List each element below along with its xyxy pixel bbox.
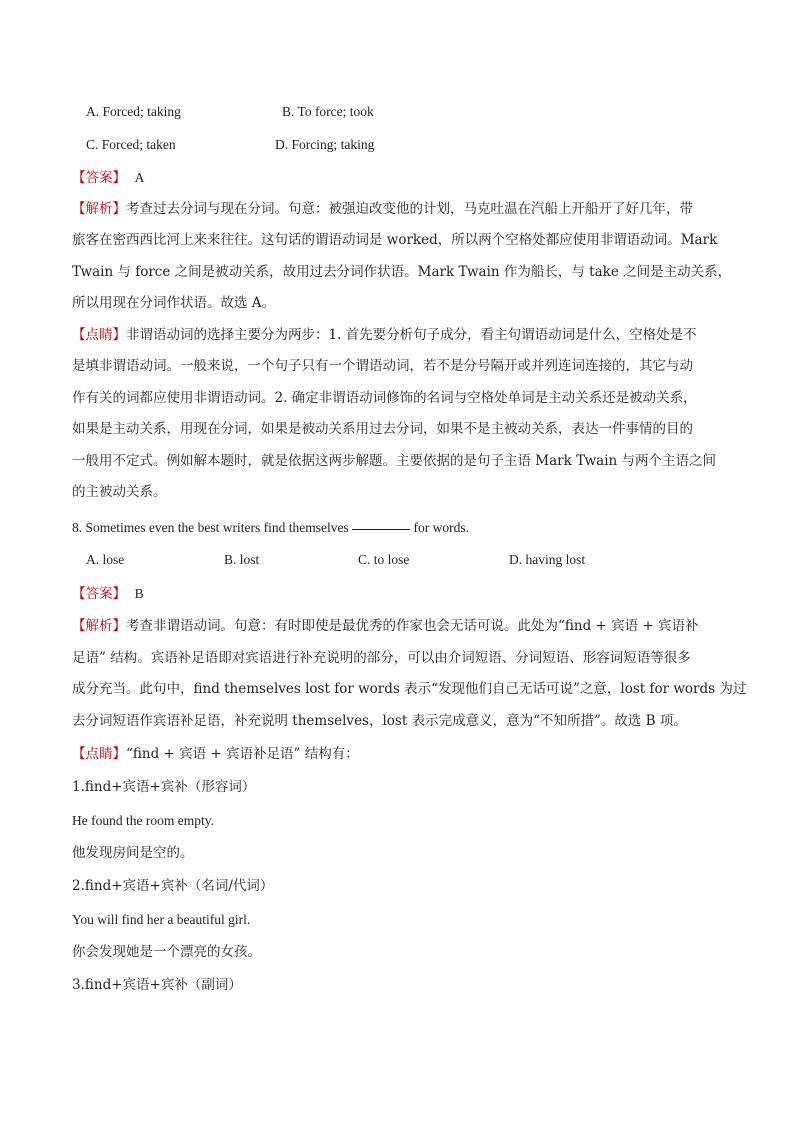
- q7-option-b: B. To force; took: [282, 104, 374, 119]
- structure-1-example-en: He found the room empty.: [72, 813, 214, 828]
- q7-option-c: C. Forced; taken: [86, 137, 176, 152]
- q8-tip-line: 【点睛】“find + 宾语 + 宾语补足语” 结构有：: [72, 746, 359, 762]
- q7-tip-line-4: 如果是主动关系，用现在分词，如果是被动关系用过去分词，如果不是主被动关系，表达一件事情的目的: [72, 421, 693, 437]
- structure-1-example-zh: 他发现房间是空的。: [72, 845, 194, 861]
- structure-2-example-zh: 你会发现她是一个漂亮的女孩。: [72, 944, 261, 960]
- q8-option-a: A. lose: [86, 552, 125, 567]
- q7-analysis-line-2: 旅客在密西西比河上来来往往。这句话的谓语动词是 worked，所以两个空格处都应使用非谓语动词。Mark: [72, 232, 718, 248]
- structure-3-heading: 3.find+宾语+宾补（副词）: [72, 977, 242, 993]
- answer-blank: [352, 528, 410, 530]
- analysis-tag: 【解析】: [72, 201, 126, 217]
- q7-analysis-line-1: 【解析】考查过去分词与现在分词。句意：被强迫改变他的计划，马克吐温在汽船上开船开了好几年，带: [72, 201, 693, 217]
- answer-tag: 【答案】: [72, 586, 126, 602]
- q8-analysis-line-3: 成分充当。此句中，find themselves lost for words 表示“发现他们自己无话可说”之意，lost for words 为过: [72, 681, 747, 697]
- q8-option-b: B. lost: [224, 552, 260, 567]
- answer-value: B: [134, 586, 144, 601]
- structure-1-heading: 1.find+宾语+宾补（形容词）: [72, 779, 256, 795]
- q8-answer: [72, 578, 724, 610]
- q7-tip-line-6: 的主被动关系。: [72, 484, 167, 500]
- answer-value: A: [134, 170, 145, 185]
- tip-tag: 【点睛】: [72, 746, 126, 762]
- q8-option-c: C. to lose: [358, 552, 410, 567]
- q8-analysis-line-2: 足语” 结构。宾语补足语即对宾语进行补充说明的部分，可以由介词短语、分词短语、形容词短语等很多: [72, 650, 691, 666]
- q8-stem: 8. Sometimes even the best writers find themselves for words.: [72, 520, 469, 535]
- q7-option-a: A. Forced; taking: [86, 104, 181, 119]
- q7-tip-line-5: 一般用不定式。例如解本题时，就是依据这两步解题。主要依据的是句子主语 Mark Twain 与两个主语之间: [72, 453, 717, 469]
- q7-tip-line-1: 【点睛】非谓语动词的选择主要分为两步：1. 首先要分析句子成分，看主句谓语动词是什么，空格处是不: [72, 327, 697, 343]
- structure-2-heading: 2.find+宾语+宾补（名词/代词）: [72, 878, 274, 894]
- q8-option-d: D. having lost: [509, 552, 586, 567]
- q7-analysis-line-3: Twain 与 force 之间是被动关系，故用过去分词作状语。Mark Twain 作为船长，与 take 之间是主动关系，: [72, 264, 732, 280]
- q7-option-d: D. Forcing; taking: [275, 137, 375, 152]
- q7-analysis-line-4: 所以用现在分词作状语。故选 A。: [72, 295, 276, 311]
- structure-2-example-en: You will find her a beautiful girl.: [72, 912, 251, 927]
- q8-analysis-line-4: 去分词短语作宾语补足语，补充说明 themselves，lost 表示完成意义，意为“不知所措”。故选 B 项。: [72, 713, 687, 729]
- q7-tip-line-2: 是填非谓语动词。一般来说，一个句子只有一个谓语动词，若不是分号隔开或并列连词连接的，其它与动: [72, 358, 693, 374]
- analysis-tag: 【解析】: [72, 618, 126, 634]
- q7-answer: [72, 162, 724, 194]
- q8-analysis-line-1: 【解析】考查非谓语动词。句意：有时即使是最优秀的作家也会无话可说。此处为“find + 宾语 + 宾语补: [72, 618, 699, 634]
- q7-tip-line-3: 作有关的词都应使用非谓语动词。2. 确定非谓语动词修饰的名词与空格处单词是主动关系还是被动关系，: [72, 390, 697, 406]
- tip-tag: 【点睛】: [72, 327, 126, 343]
- answer-tag: 【答案】: [72, 170, 126, 186]
